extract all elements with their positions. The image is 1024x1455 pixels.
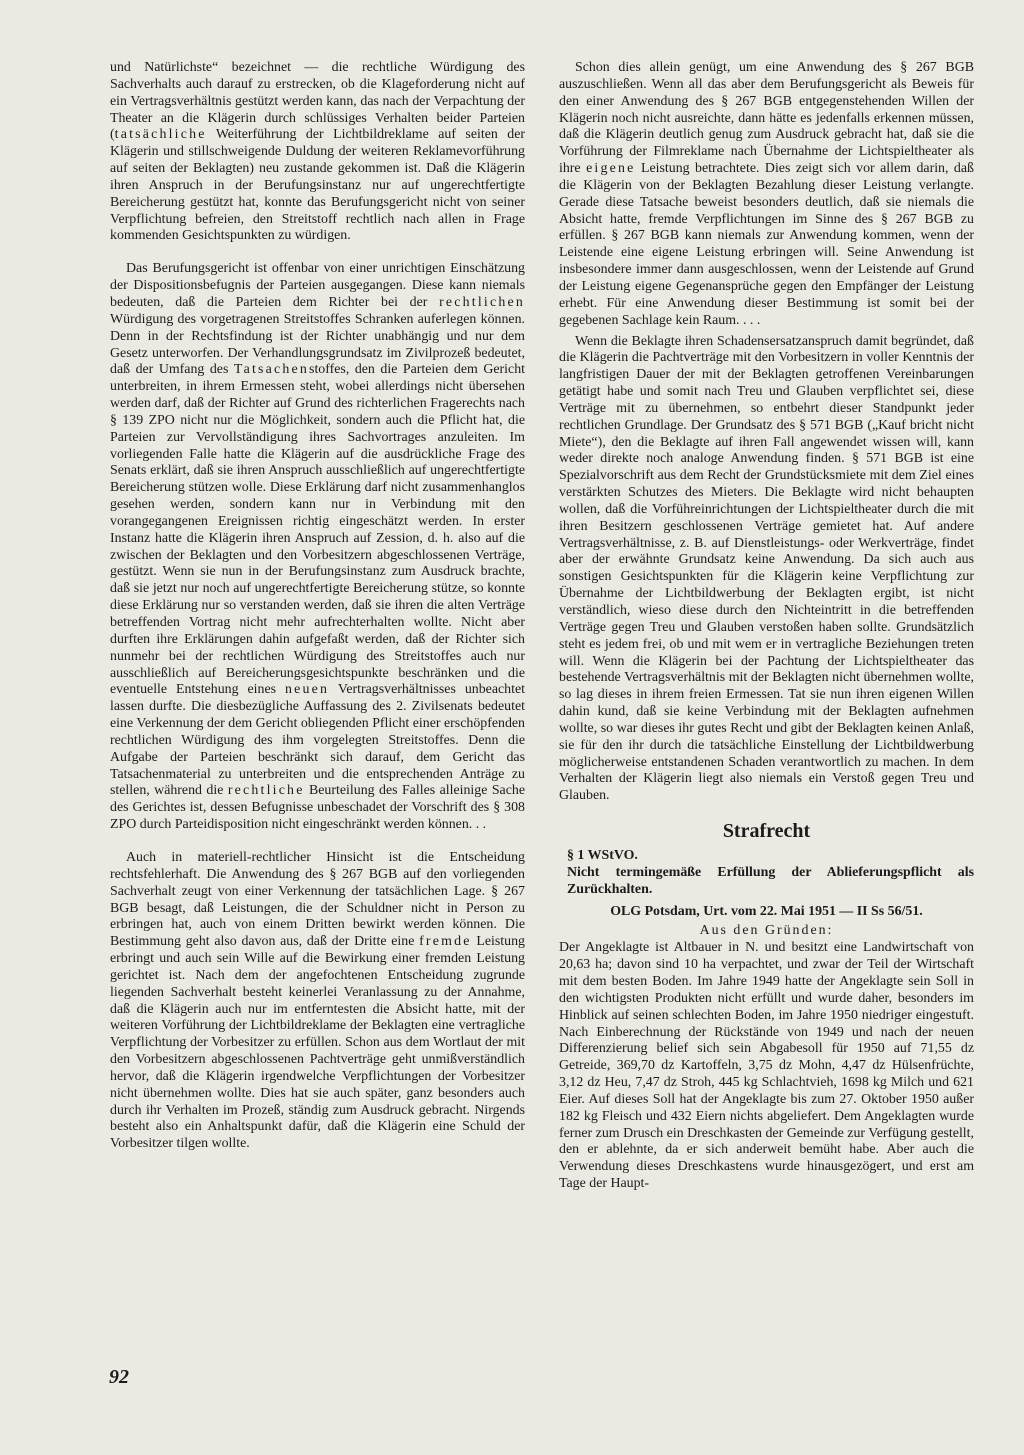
text-run: Leistung erbringt und auch sein Wille auf die Bewirkung einer fremden Leistung gerichtet ist. Nach dem der angefochtenen Entscheidung zugrunde liegenden Sachverhalt besteht keinerlei Veranlassung zu der Annahme, daß die Klägerin auch nur im entferntesten die Absicht hatte, mit der weiteren Vorführung der Lichtbildreklame der Beklagten eine vertragliche Verpflichtung der Vorbesitzer zu erfüllen. Schon aus dem Wortlaut der mit den Vorbesitzern abgeschlossenen Pachtverträge geht unmißverständlich hervor, daß die Klägerin irgendwelche Verpflichtungen der Vorbesitzer nicht übernehmen wollte. Dies hat sie auch später, ganz besonders auch durch ihr Verhalten im Prozeß, ständig zum Ausdruck gebracht. Nirgends besteht also ein Anhaltspunkt dafür, daß die Klägerin eine Schuld der Vorbesitzer tilgen wollte. bbox=[110, 934, 525, 1152]
right-column bbox=[559, 60, 974, 1193]
headnote: Nicht termingemäße Erfüllung der Ablieferungspflicht als Zurückhalten. bbox=[567, 864, 974, 897]
text-run: Auch in materiell-rechtlicher Hinsicht ist die Entscheidung rechtsfehlerhaft. Die Anwendung des § 267 BGB auf den vorliegenden Sachverhalt zeugt von einer Verkennung der tatsächlichen Lage. § 267 BGB besagt, daß Leistungen, die der Schuldner nicht in Person zu erbringen hat, auch von einem Dritten bewirkt werden können. Die Bestimmung geht also davon aus, daß der Dritte eine bbox=[110, 849, 525, 950]
spaced-emphasis: tatsächliche bbox=[114, 127, 207, 143]
text-run: Leistung betrachtete. Dies zeigt sich vor allem darin, daß die Klägerin von der Beklagten Bezahlung dieser Leistung verlangte. Gerade diese Tatsache beweist besonders deutlich, daß sie niemals die Absicht hatte, fremde Verpflichtungen im Sinne des § 267 BGB zu erfüllen. § 267 BGB kann niemals zur Anwendung kommen, wenn der Leistende eine eigene Leistung erbringen will. Seine Anwendung ist insbesondere immer dann ausgeschlossen, wenn der Leistende auf Grund der Leistung eigene Gegenansprüche gegen den Empfänger der Leistung erhebt. Für eine Anwendung dieser Bestimmung ist somit bei der gegebenen Sachlage kein Raum. . . . bbox=[559, 161, 974, 328]
text-run: und Natürlichste“ bezeichnet — die rechtliche Würdigung des Sachverhalts auch darauf zu erstrecken, ob die Klageforderung nicht auf ein Vertragsverhältnis gestützt werden kann, das nach der Verpachtung der Theater an die Klägerin durch schlüssiges Verhalten beider Parteien ( bbox=[110, 60, 525, 143]
paragraph-case-facts: Der Angeklagte ist Altbauer in N. und besitzt eine Landwirtschaft von 20,63 ha; davon sind 10 ha verpachtet, und zwar der Teil der Wirtschaft mit dem besten Boden. Im Jahre 1949 hatte der Angeklagte sein Soll in den wichtigsten Produkten nicht erfüllt und wurde daher, besonders im Hinblick auf seinen schlechten Boden, im Jahre 1950 niedriger eingestuft. Nach Einberechnung der Rückstände von 1949 und nach der neuen Differenzierung belief sich sein Abgabesoll für 1950 auf 71,55 dz Getreide, 369,70 dz Kartoffeln, 3,75 dz Mohn, 4,47 dz Hülsenfrüchte, 3,12 dz Heu, 7,47 dz Stroh, 445 kg Schlachtvieh, 1698 kg Milch und 621 Eier. Auf dieses Soll hat der Angeklagte bis zum 27. Oktober 1950 außer 182 kg Fleisch und 432 Eiern nichts abgeliefert. Dem Angeklagten wurde ferner zum Drusch ein Dreschkasten der Gemeinde zur Verfügung gestellt, den er ablehnte, da er sich anderweit bemüht habe. Aber auch die Verwendung dieses Dreschkastens wurde hinausgezögert, und erst am Tage der Haupt- bbox=[559, 940, 974, 1192]
spaced-emphasis: fremde bbox=[419, 934, 472, 950]
paragraph-267-bgb bbox=[559, 60, 974, 330]
spaced-emphasis: Tatsachen bbox=[233, 362, 310, 378]
spaced-emphasis: rechtlichen bbox=[439, 294, 525, 310]
spaced-emphasis: rechtliche bbox=[227, 783, 305, 799]
paragraph-damages-claim: Wenn die Beklagte ihren Schadensersatzanspruch damit begründet, daß die Klägerin die Pachtverträge mit den Vorbesitzern in voller Kenntnis der langfristigen Dauer der mit der Beklagten getroffenen Vereinbarungen getätigt habe und somit nach Treu und Glauben verpflichtet sei, diese Verträge mit zu übernehmen, so entbehrt dieser Standpunkt jeder rechtlichen Grundlage. Der Grundsatz des § 571 BGB („Kauf bricht nicht Miete“), den die Beklagte auf ihren Fall angewendet wissen will, kann weder direkte noch analoge Anwendung finden. § 571 BGB ist eine Spezialvorschrift aus dem Recht der Grundstücksmiete mit dem Ziel eines verstärkten Schutzes des Mieters. Die Beklagte wird nicht behaupten wollen, daß die Vorführeinrichtungen der Lichtspieltheater durch die mit ihren Besitzern geschlossenen Verträge gemietet hat. Auf andere Vertragsverhältnisse, z. B. auf Dienstleistungs- oder Werkverträge, findet aber der erwähnte Grundsatz keine Anwendung. Da sich auch aus sonstigen Gesichtspunkten für die Klägerin keine Verpflichtung zur Übernahme der Lichtbildwerbung der Beklagten ergibt, ist nicht verständlich, wieso diese durch den Nichteintritt in die betreffenden Verträge gegen Treu und Glauben verstoßen haben sollte. Grundsätzlich steht es jedem frei, ob und mit wem er in vertragliche Beziehungen treten will. Wenn die Klägerin bei der Pachtung der Lichtspieltheater das bestehende Vertragsverhältnis mit der Beklagten nicht übernehmen wollte, so lag dieses in ihrem freien Ermessen. Tat sie nun ihren eigenen Willen dahin kund, daß sie keine Verbindung mit der Beklagten aufnehmen wollte, so war dieses ihr gutes Recht und gibt der Beklagten keinen Anlaß, sie für den ihr durch die tatsächliche Einstellung der Lichtbildwerbung möglicherweise entstandenen Schaden verantwortlich zu machen. In dem Verhalten der Klägerin liegt also niemals ein Verstoß gegen Treu und Glauben. bbox=[559, 333, 974, 804]
text-run: Weiterführung der Lichtbildreklame auf seiten der Klägerin und stillschweigende Duldung der weiteren Reklamevorführung auf seiten der Beklagten) neu zustande gekommen ist. Daß die Klägerin ihren Anspruch in der Berufungsinstanz nur auf ungerechtfertigte Bereicherung gestützt hat, konnte das Berufungsgericht nicht von seiner Verpflichtung befreien, den Streitstoff rechtlich nach allen in Frage kommenden Gesichtspunkten zu würdigen. bbox=[110, 127, 525, 244]
text-run: Würdigung des vorgetragenen Streitstoffes Schranken auferlegen können. Denn in der Rechtsfindung ist der Richter unabhängig und nur dem Gesetz unterworfen. Der Verhandlungsgrundsatz im Zivilprozeß bedeutet, daß der Umfang des bbox=[110, 311, 525, 378]
from-the-reasons-heading: Aus den Gründen: bbox=[699, 922, 834, 938]
paragraph-continuation bbox=[110, 60, 525, 245]
spaced-emphasis: eigene bbox=[586, 161, 636, 177]
two-column-body bbox=[110, 60, 974, 1193]
text-run: Beurteilung des Falles alleinige Sache des Gerichtes ist, dessen Befugnisse unbeschadet der Vorschrift des § 308 ZPO durch Parteidisposition nicht eingeschränkt werden können. . . bbox=[110, 783, 525, 833]
left-column bbox=[110, 60, 525, 1193]
law-reference: § 1 WStVO. bbox=[567, 848, 638, 864]
text-run: Vertragsverhältnisses unbeachtet lassen durfte. Die diesbezügliche Auffassung des 2. Zivilsenats bedeutet eine Verkennung der dem Gericht obliegenden Pflicht einer erschöpfenden rechtlichen Würdigung des ihm vorgelegten Streitstoffes. Denn die Aufgabe der Parteien beschränkt sich darauf, dem Gericht das Tatsachenmaterial zu unterbreiten und die entsprechenden Anträge zu stellen, während die bbox=[110, 682, 525, 799]
section-heading: Strafrecht bbox=[722, 820, 811, 843]
page-number: 92 bbox=[109, 1366, 129, 1388]
text-run: stoffes, den die Parteien dem Gericht unterbreiten, in ihrem Ermessen steht, wobei allerdings nicht übersehen werden darf, daß der Richter auf Grund des richterlichen Fragerechts nach § 139 ZPO nicht nur die Möglichkeit, sondern auch die Pflicht hat, die Parteien zur Vervollständigung ihres Sachvortrages anzuleiten. Im vorliegenden Falle hatte die Klägerin auf die ausdrückliche Frage des Senats erklärt, daß sie ihren Anspruch ausschließlich auf ungerechtfertigte Bereicherung stützen wolle. Diese Erklärung darf nicht zusammenhanglos gesehen werden, sondern kann nur in Verbindung mit den vorangegangenen Ereignissen richtig eingeschätzt werden. In erster Instanz hatte die Klägerin ihren Anspruch auf Zession, d. h. also auf die zwischen der Beklagten und den Vorbesitzern abgeschlossenen Verträge, gestützt. Wenn sie nun in der Berufungsinstanz zum Ausdruck brachte, daß sie jetzt nur noch auf ungerechtfertigte Bereicherung stütze, so konnte diese Erklärung nur so verstanden werden, daß sie ihren die alten Verträge betreffenden Vortrag nicht mehr aufrechterhalten wollte. Nicht aber durften ihre Erklärungen dahin aufgefaßt werden, daß der Richter sich nunmehr bei der rechtlichen Würdigung des Streitstoffes auch nur ausschließlich auf Bereicherungsgesichtspunkte beschränken und die eventuelle Entstehung eines bbox=[110, 362, 525, 698]
court-citation: OLG Potsdam, Urt. vom 22. Mai 1951 — II Ss 56/51. bbox=[610, 903, 923, 919]
text-run: Das Berufungsgericht ist offenbar von einer unrichtigen Einschätzung der Dispositionsbefugnis der Parteien ausgegangen. Diese kann niemals bedeuten, daß die Parteien dem Richter bei der bbox=[110, 261, 525, 310]
paragraph-disposition bbox=[110, 261, 525, 834]
text-run: Schon dies allein genügt, um eine Anwendung des § 267 BGB auszuschließen. Wenn all das aber dem Berufungsgericht als Beweis für den einer Anwendung des § 267 BGB entgegenstehenden Willen der Klägerin noch nicht ausreichte, dann hätte es jedenfalls erkennen müssen, daß die Klägerin deutlich genug zum Ausdruck gebracht hat, daß sie die Vorführung der Filmreklame nach Übernahme der Lichtspieltheater als ihre bbox=[559, 60, 974, 177]
spaced-emphasis: neuen bbox=[284, 682, 330, 698]
paragraph-material-law bbox=[110, 850, 525, 1153]
